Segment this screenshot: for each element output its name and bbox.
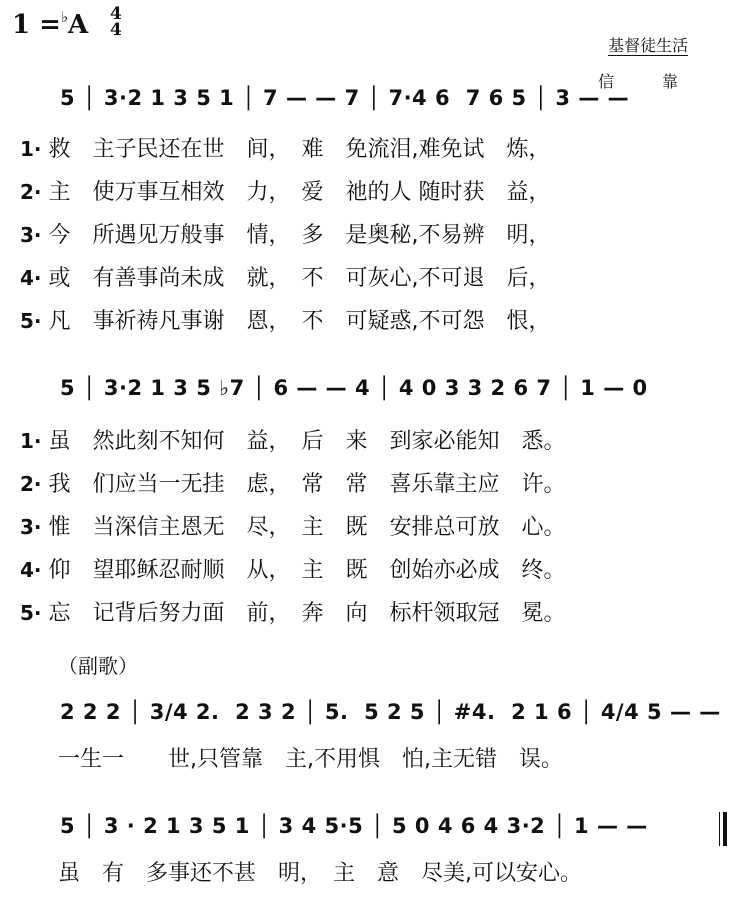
system1-verse-4: 4· 或 有善事尚未成 就， 不 可灰心,不可退 后， bbox=[20, 266, 551, 291]
chorus-label: （副歌） bbox=[58, 654, 138, 678]
system2-verse-2: 2· 我 们应当一无挂 虑， 常 常 喜乐靠主应 许。 bbox=[20, 472, 566, 497]
chorus-line2-lyrics: 虽 有 多事还不甚 明， 主 意 尽美,可以安心。 bbox=[58, 861, 582, 886]
system2-notes: 5 │ 3·2 1 3 5 ♭7 │ 6 — — 4 │ 4 0 3 3 2 6 7 │ 1 — 0 bbox=[60, 376, 648, 400]
system2-verse-3: 3· 惟 当深信主恩无 尽， 主 既 安排总可放 心。 bbox=[20, 515, 566, 540]
system1-verse-5: 5· 凡 事祈祷凡事谢 恩， 不 可疑惑,不可怨 恨， bbox=[20, 309, 551, 334]
system2-verse-1: 1· 虽 然此刻不知何 益， 后 来 到家必能知 悉。 bbox=[20, 429, 566, 454]
chorus-line1-notes: 2 2 2 │ 3/4 2. 2 3 2 │ 5. 5 2 5 │ #4. 2 1 6 │ 4/4 5 — — bbox=[60, 700, 721, 724]
system1-notes: 5 │ 3·2 1 3 5 1 │ 7 — — 7 │ 7·4 6 7 6 5 │ 3 — — bbox=[60, 86, 630, 110]
song-title: 信 靠 bbox=[598, 72, 679, 91]
system2-verse-5: 5· 忘 记背后努力面 前， 奔 向 标杆领取冠 冕。 bbox=[20, 601, 566, 626]
final-thin-barline bbox=[719, 812, 720, 846]
final-thick-barline bbox=[723, 812, 727, 846]
key-signature: 1 =♭A bbox=[12, 8, 89, 40]
system1-verse-2: 2· 主 使万事互相效 力， 爱 祂的人 随时获 益， bbox=[20, 180, 551, 205]
time-signature: 4 4 bbox=[110, 4, 122, 40]
book-title: 基督徒生活 bbox=[608, 36, 689, 55]
chorus-line2-notes: 5 │ 3 · 2 1 3 5 1 │ 3 4 5·5 │ 5 0 4 6 4 3·2 │ 1 — — bbox=[60, 814, 648, 838]
chorus-line1-lyrics: 一生一 世,只管靠 主,不用惧 怕,主无错 误。 bbox=[58, 747, 563, 772]
system1-verse-1: 1· 救 主子民还在世 间， 难 免流泪,难免试 炼， bbox=[20, 137, 551, 162]
system2-verse-4: 4· 仰 望耶稣忍耐顺 从， 主 既 创始亦必成 终。 bbox=[20, 558, 566, 583]
system1-verse-3: 3· 今 所遇见万般事 情， 多 是奥秘,不易辨 明， bbox=[20, 223, 551, 248]
